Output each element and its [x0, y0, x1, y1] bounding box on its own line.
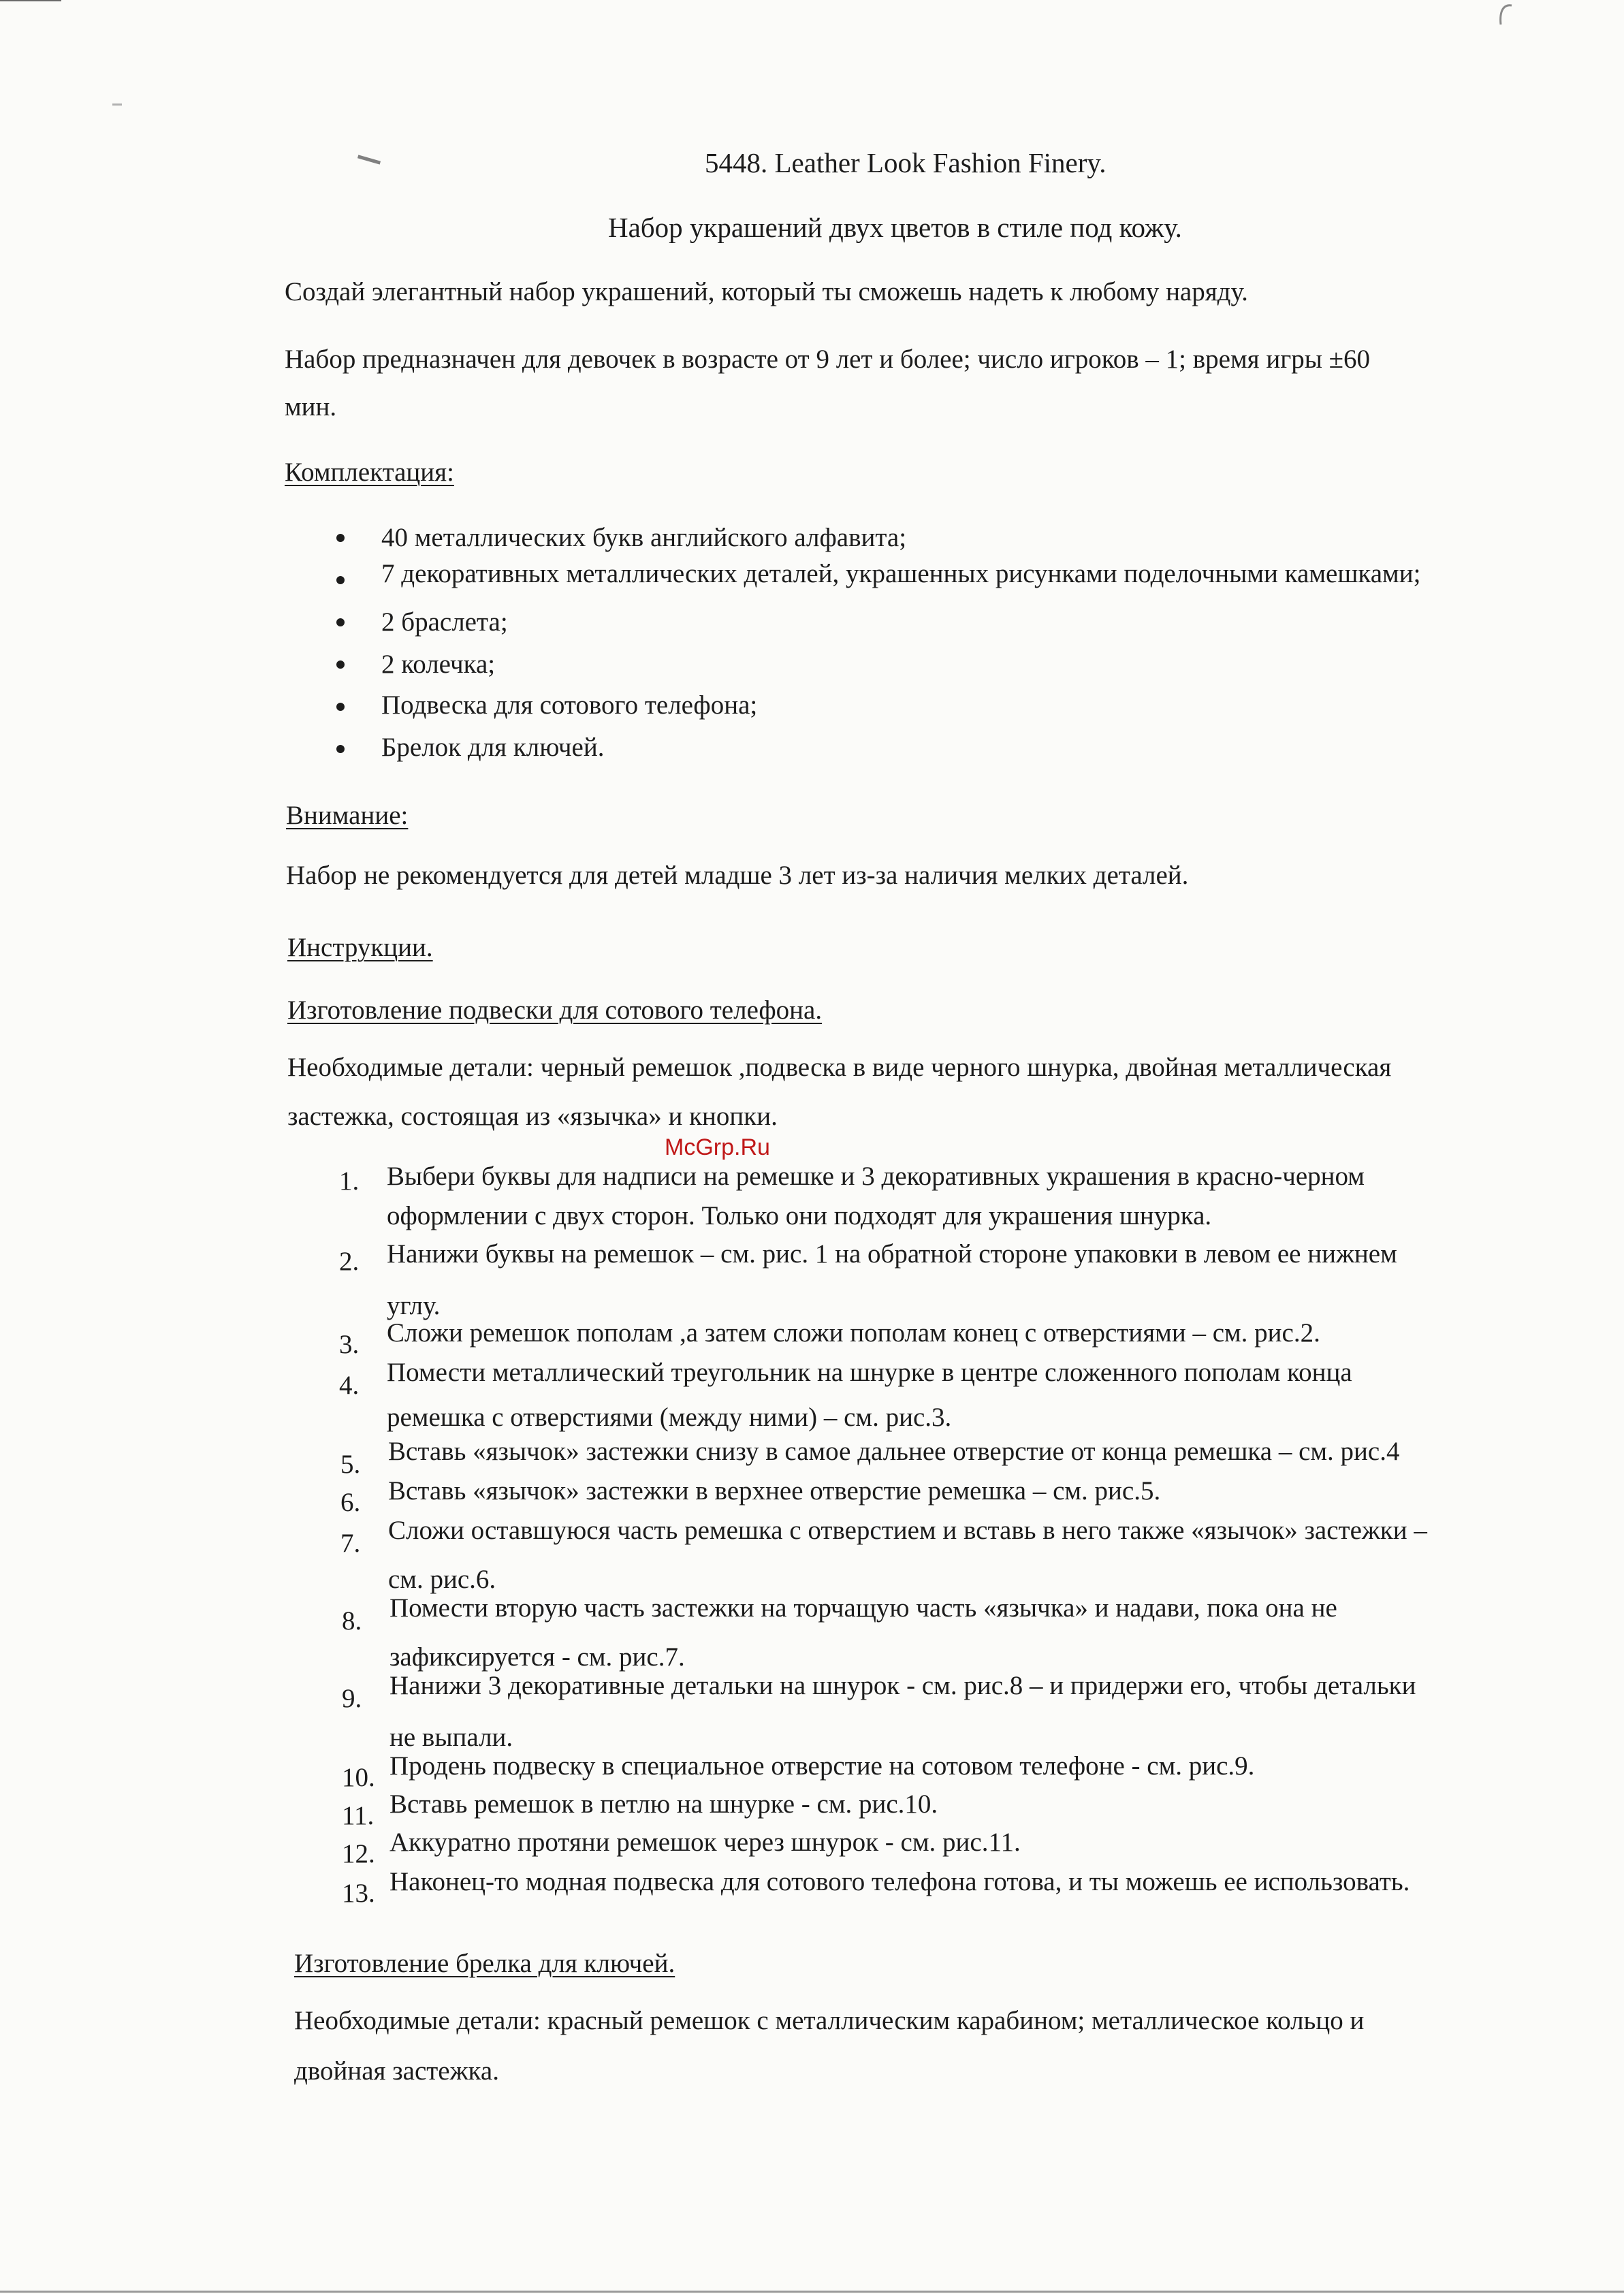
warning-heading: Внимание: [286, 801, 409, 830]
document-subtitle: Набор украшений двух цветов в стиле под кожу. [608, 212, 1182, 243]
step-number: 12. [342, 1839, 375, 1868]
warning-text: Набор не рекомендуется для детей младше 3 лет из-за наличия мелких деталей. [286, 861, 1189, 890]
document-title: 5448. Leather Look Fashion Finery. [705, 147, 1106, 178]
audience-line-2: мин. [285, 392, 337, 421]
step-text-line-2: см. рис.6. [388, 1565, 496, 1594]
list-item: 7 декоративных металлических деталей, украшенных рисунками поделочными камешками; [381, 559, 1421, 588]
watermark: McGrp.Ru [665, 1134, 770, 1160]
step-number: 1. [339, 1166, 360, 1196]
step-text-line-2: оформлении с двух сторон. Только они подходят для украшения шнурка. [387, 1201, 1212, 1230]
step-text-line-1: Выбери буквы для надписи на ремешке и 3 декоративных украшения в красно-черном [387, 1162, 1365, 1191]
list-item: 2 колечка; [381, 650, 496, 679]
phone-charm-parts-line-1: Необходимые детали: черный ремешок ,подвеска в виде черного шнурка, двойная металлическая [287, 1053, 1392, 1082]
bullet-icon [336, 618, 345, 626]
step-number: 7. [340, 1529, 361, 1558]
scan-mark-speck-2 [112, 103, 122, 106]
keychain-heading: Изготовление брелка для ключей. [294, 1949, 675, 1978]
list-item: 2 браслета; [381, 607, 508, 637]
step-number: 9. [342, 1684, 362, 1713]
step-text-line-2: зафиксируется - см. рис.7. [389, 1642, 685, 1672]
bullet-icon [336, 660, 345, 669]
step-text-line-1: Сложи ремешок пополам ,а затем сложи пополам конец с отверстиями – см. рис.2. [387, 1318, 1320, 1348]
contents-heading: Комплектация: [285, 458, 454, 487]
list-item: Брелок для ключей. [381, 733, 605, 762]
step-text-line-2: ремешка с отверстиями (между ними) – см. рис.3. [387, 1403, 952, 1432]
bullet-icon [336, 703, 345, 711]
step-text-line-1: Наконец-то модная подвеска для сотового телефона готова, и ты можешь ее использовать. [389, 1867, 1410, 1896]
keychain-parts-line-2: двойная застежка. [294, 2056, 499, 2086]
step-number: 8. [342, 1606, 362, 1636]
scan-mark-bottom-line [0, 2291, 1624, 2293]
step-number: 3. [339, 1330, 360, 1359]
step-number: 2. [339, 1247, 360, 1276]
step-text-line-1: Помести вторую часть застежки на торчащую часть «язычка» и надави, пока она не [389, 1593, 1337, 1623]
phone-charm-heading: Изготовление подвески для сотового телефона. [287, 995, 823, 1025]
step-text-line-2: не выпали. [389, 1723, 513, 1752]
step-text-line-1: Аккуратно протяни ремешок через шнурок - см. рис.11. [389, 1828, 1021, 1857]
corner-scribble [1484, 0, 1518, 33]
step-text-line-1: Нанижи 3 декоративные детальки на шнурок - см. рис.8 – и придержи его, чтобы детальки [389, 1671, 1416, 1700]
step-text-line-1: Нанижи буквы на ремешок – см. рис. 1 на обратной стороне упаковки в левом ее нижнем [387, 1239, 1397, 1269]
step-number: 10. [342, 1763, 375, 1792]
step-number: 11. [342, 1801, 375, 1830]
step-text-line-1: Помести металлический треугольник на шнурке в центре сложенного пополам конца [387, 1358, 1352, 1387]
keychain-parts-line-1: Необходимые детали: красный ремешок с металлическим карабином; металлическое кольцо и [294, 2006, 1365, 2035]
list-item: Подвеска для сотового телефона; [381, 690, 758, 720]
scan-mark-top-left [0, 0, 61, 1]
instructions-heading: Инструкции. [287, 933, 433, 962]
step-number: 6. [340, 1488, 361, 1517]
step-text-line-1: Сложи оставшуюся часть ремешка с отверстием и вставь в него также «язычок» застежки – [388, 1516, 1427, 1545]
step-number: 4. [339, 1371, 360, 1400]
step-number: 13. [342, 1879, 375, 1908]
list-item: 40 металлических букв английского алфавита; [381, 523, 907, 552]
scan-mark-speck [357, 155, 381, 164]
step-text-line-2: углу. [387, 1291, 441, 1320]
bullet-icon [336, 745, 345, 753]
bullet-icon [336, 576, 345, 584]
step-text-line-1: Вставь ремешок в петлю на шнурке - см. рис.10. [389, 1789, 938, 1819]
bullet-icon [336, 534, 345, 542]
step-text-line-1: Вставь «язычок» застежки в верхнее отверстие ремешка – см. рис.5. [388, 1476, 1161, 1506]
step-number: 5. [340, 1450, 361, 1479]
audience-line-1: Набор предназначен для девочек в возрасте от 9 лет и более; число игроков – 1; время игры ±60 [285, 345, 1371, 374]
step-text-line-1: Продень подвеску в специальное отверстие на сотовом телефоне - см. рис.9. [389, 1751, 1255, 1781]
step-text-line-1: Вставь «язычок» застежки снизу в самое дальнее отверстие от конца ремешка – см. рис.4 [388, 1437, 1400, 1466]
intro-paragraph: Создай элегантный набор украшений, который ты сможешь надеть к любому наряду. [285, 277, 1248, 306]
phone-charm-parts-line-2: застежка, состоящая из «язычка» и кнопки. [287, 1102, 778, 1131]
